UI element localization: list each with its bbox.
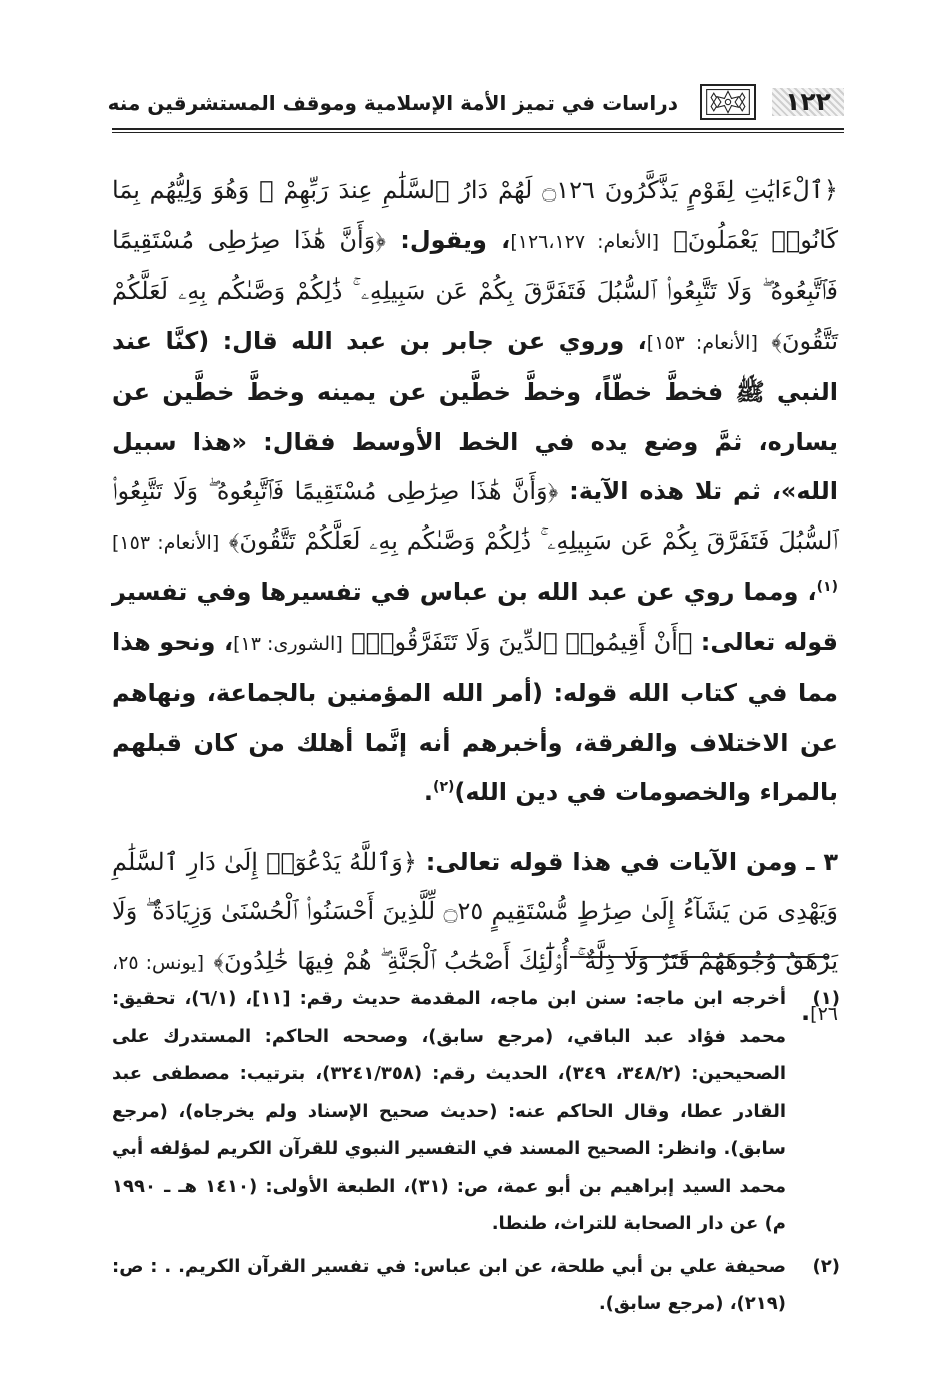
text-run: ٣ ـ ومن الآيات في هذا قوله تعالى:	[416, 847, 838, 876]
page-number: ١٢٢	[772, 88, 844, 116]
text-run: ، ومما روي عن عبد الله بن عباس في تفسيرها وفي تفسير قوله تعالى:	[112, 578, 839, 656]
paragraph	[112, 166, 838, 818]
quran-verse: ﴿أَنْ أَقِيمُوا۟ ٱلدِّينَ وَلَا تَتَفَرَّقُوا۟﴾	[351, 627, 693, 656]
text-run: ، ونحو هذا مما في كتاب الله قوله: (أمر الله المؤمنين بالجماعة، ونهاهم عن الاختلاف والفرقة، وأخبرهم أنه إنَّما أهلك من كان قبلهم بالمراء والخصومات في دين الله)	[112, 627, 838, 806]
quran-verse: ﴿ٱلْءَايَٰتِ لِقَوْمٍ يَذَّكَّرُونَ ۝١٢٦ لَهُمْ دَارُ ٱلسَّلَٰمِ عِندَ رَبِّهِمْ ۖ وَهُوَ وَلِيُّهُم بِمَا كَانُوا۟ يَعْمَلُونَ﴾	[112, 176, 839, 254]
text-run: .	[423, 778, 434, 806]
footnote-text: أخرجه ابن ماجه: سنن ابن ماجه، المقدمة حديث رقم: [١١]، (٦/١)، تحقيق: محمد فؤاد عبد الباقي، (مرجع سابق)، وصححه الحاكم: المستدرك على الصحيحين: (٣٤٨/٢، ٣٤٩)، الحديث رقم: (٣٢٤١/٣٥٨)، بترتيب: مصطفى عبد القادر عطا، وقال الحاكم عنه: (حديث صحيح الإسناد ولم يخرجاه)، (مرجع سابق). وانظر: الصحيح المسند في التفسير النبوي للقرآن الكريم لمؤلفه أبي محمد السيد إبراهيم بن أبو عمة، ص: (٣١)، الطبعة الأولى: (١٤١٠ هـ ـ ١٩٩٠ م) عن دار الصحابة للتراث، طنطا.	[112, 988, 786, 1234]
verse-reference: [يونس: ٢٥، ٢٦]	[112, 951, 838, 1025]
footnote-marker[interactable]: (٢)	[433, 779, 455, 795]
running-header	[107, 84, 844, 124]
verse-reference: [الأنعام: ١٢٦،١٢٧]	[510, 230, 660, 253]
verse-reference: [الشورى: ١٣]	[233, 632, 343, 655]
footnote	[112, 980, 840, 1243]
text-run: ، وروي عن جابر بن عبد الله قال: (كنَّا عند النبي ﷺ فخطَّ خطّاً، وخطَّ خطَّين عن يمينه وخطَّ خطَّين عن يساره، ثمَّ وضع يده في الخط الأوسط فقال: «هذا سبيل الله»، ثم تلا هذه الآية:	[112, 326, 838, 505]
footnotes	[112, 980, 840, 1328]
header-divider-thin	[112, 132, 844, 133]
footnote-number: (١)	[812, 988, 840, 1009]
footnote-divider	[570, 956, 828, 958]
text-run: ، ويقول:	[385, 225, 511, 254]
book-title: دراسات في تميز الأمة الإسلامية وموقف المستشرقين منه	[107, 91, 678, 115]
footnote-marker[interactable]: (١)	[816, 579, 838, 595]
main-text	[112, 166, 838, 1040]
quran-verse: ﴿وَأَنَّ هَٰذَا صِرَٰطِى مُسْتَقِيمًا فَٱتَّبِعُوهُ ۖ وَلَا تَتَّبِعُوا۟ ٱلسُّبُلَ فَتَفَرَّقَ بِكُمْ عَن سَبِيلِهِۦ ۚ ذَٰلِكُمْ وَصَّىٰكُم بِهِۦ لَعَلَّكُمْ تَتَّقُونَ﴾	[112, 477, 838, 555]
quran-verse: ﴿وَٱللَّهُ يَدْعُوٓا۟ إِلَىٰ دَارِ ٱلسَّلَٰمِ وَيَهْدِى مَن يَشَآءُ إِلَىٰ صِرَٰطٍ مُّسْتَقِيمٍ ۝٢٥ لِّلَّذِينَ أَحْسَنُوا۟ ٱلْحُسْنَىٰ وَزِيَادَةٌ ۖ وَلَا يَرْهَقُ وُجُوهَهُمْ قَتَرٌ وَلَا ذِلَّةٌ ۚ أُو۟لَٰٓئِكَ أَصْحَٰبُ ٱلْجَنَّةِ ۖ هُمْ فِيهَا خَٰلِدُونَ﴾	[112, 847, 839, 975]
footnote	[112, 1248, 840, 1323]
text-run: .	[801, 998, 811, 1026]
quran-verse: ﴿وَأَنَّ هَٰذَا صِرَٰطِى مُسْتَقِيمًا فَٱتَّبِعُوهُ ۖ وَلَا تَتَّبِعُوا۟ ٱلسُّبُلَ فَتَفَرَّقَ بِكُمْ عَن سَبِيلِهِۦ ۚ ذَٰلِكُمْ وَصَّىٰكُم بِهِۦ لَعَلَّكُمْ تَتَّقُونَ﴾	[112, 225, 838, 355]
header-divider	[112, 128, 844, 130]
geometric-star-ornament-icon	[700, 84, 756, 120]
verse-reference: [الأنعام: ١٥٣]	[646, 331, 758, 354]
verse-reference: [الأنعام: ١٥٣]	[112, 531, 220, 554]
footnote-text: صحيفة علي بن أبي طلحة، عن ابن عباس: في تفسير القرآن الكريم. . : ص: (٢١٩)، (مرجع سابق).	[112, 1255, 786, 1314]
footnote-number: (٢)	[812, 1255, 840, 1277]
